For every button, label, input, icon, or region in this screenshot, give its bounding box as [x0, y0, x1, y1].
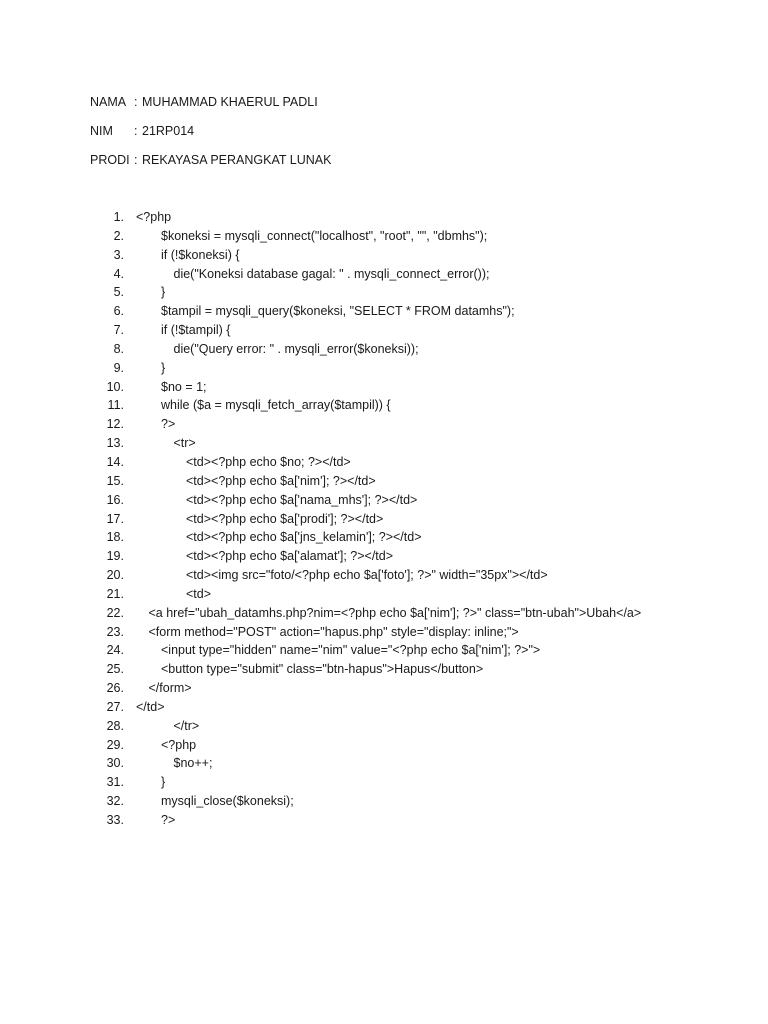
code-text: <td><?php echo $a['jns_kelamin']; ?></td>	[186, 530, 422, 545]
line-number: 30.	[106, 756, 124, 771]
code-line	[0, 586, 768, 605]
code-line	[0, 416, 768, 435]
line-number: 24.	[106, 643, 124, 658]
code-text: $no = 1;	[161, 379, 207, 394]
code-text: mysqli_close($koneksi);	[161, 794, 294, 809]
line-number: 26.	[106, 681, 124, 696]
code-text: </td>	[136, 699, 165, 714]
line-number: 2.	[113, 228, 124, 243]
line-number: 23.	[106, 624, 124, 639]
code-line	[0, 454, 768, 473]
line-number: 29.	[106, 737, 124, 752]
code-text: $no++;	[173, 756, 213, 771]
line-number: 8.	[113, 341, 124, 356]
code-text: <?php	[136, 210, 172, 224]
code-line	[0, 737, 768, 756]
code-text: <td><?php echo $a['nim']; ?></td>	[186, 473, 376, 488]
code-text: $tampil = mysqli_query($koneksi, "SELECT * FROM datamhs");	[161, 304, 515, 319]
code-text: <td><?php echo $no; ?></td>	[186, 454, 351, 469]
line-number: 31.	[106, 775, 124, 790]
code-text: <a href="ubah_datamhs.php?nim=<?php echo $a['nim']; ?>" class="btn-ubah">Ubah</a>	[148, 605, 642, 620]
code-text: }	[161, 285, 166, 300]
line-number: 3.	[113, 247, 124, 262]
line-number: 14.	[106, 454, 124, 469]
code-text: if (!$koneksi) {	[161, 247, 240, 262]
code-text: <td>	[186, 586, 212, 601]
line-number: 32.	[106, 794, 124, 809]
line-number: 7.	[113, 323, 124, 338]
code-line	[0, 567, 768, 586]
code-line	[0, 511, 768, 530]
info-separator: :	[134, 95, 138, 109]
info-label: NIM	[90, 124, 113, 138]
code-line	[0, 605, 768, 624]
code-line	[0, 303, 768, 322]
line-number: 9.	[113, 360, 124, 375]
code-line	[0, 209, 768, 228]
info-value: MUHAMMAD KHAERUL PADLI	[142, 95, 318, 109]
info-value: 21RP014	[142, 124, 195, 138]
student-info	[90, 94, 331, 181]
line-number: 25.	[106, 662, 124, 677]
code-line	[0, 529, 768, 548]
code-text: while ($a = mysqli_fetch_array($tampil)) {	[161, 398, 391, 413]
code-line	[0, 397, 768, 416]
line-number: 10.	[106, 379, 124, 394]
code-text: <td><?php echo $a['nama_mhs']; ?></td>	[186, 492, 418, 507]
code-line	[0, 774, 768, 793]
info-row-nim	[90, 123, 331, 152]
line-number: 15.	[106, 473, 124, 488]
code-text: <form method="POST" action="hapus.php" style="display: inline;">	[148, 624, 519, 639]
code-line	[0, 360, 768, 379]
code-line	[0, 548, 768, 567]
code-text: <tr>	[173, 436, 196, 451]
code-line	[0, 642, 768, 661]
line-number: 11.	[107, 398, 124, 413]
line-number: 5.	[113, 285, 124, 300]
code-text: ?>	[161, 417, 176, 432]
code-line	[0, 228, 768, 247]
line-number: 22.	[106, 605, 124, 620]
line-number: 20.	[106, 568, 124, 583]
code-line	[0, 322, 768, 341]
line-number: 18.	[106, 530, 124, 545]
code-line	[0, 266, 768, 285]
code-text: }	[161, 775, 166, 790]
code-text: <td><?php echo $a['prodi']; ?></td>	[186, 511, 384, 526]
code-text: </tr>	[173, 718, 200, 733]
line-number: 17.	[106, 511, 124, 526]
code-line	[0, 341, 768, 360]
code-line	[0, 284, 768, 303]
code-text: die("Query error: " . mysqli_error($koneksi));	[173, 341, 419, 356]
info-separator: :	[134, 153, 138, 167]
info-row-nama	[90, 94, 331, 123]
code-listing	[0, 209, 768, 831]
line-number: 33.	[106, 813, 124, 827]
code-text: <input type="hidden" name="nim" value="<?php echo $a['nim']; ?>">	[161, 643, 541, 658]
code-line	[0, 718, 768, 737]
code-text: if (!$tampil) {	[161, 323, 231, 338]
code-text: ?>	[161, 813, 176, 827]
code-text: <td><img src="foto/<?php echo $a['foto']; ?>" width="35px"></td>	[186, 568, 548, 583]
code-line	[0, 247, 768, 266]
line-number: 16.	[106, 492, 124, 507]
code-text: <td><?php echo $a['alamat']; ?></td>	[186, 549, 394, 564]
line-number: 27.	[106, 699, 124, 714]
info-row-prodi	[90, 152, 331, 181]
code-text: <?php	[161, 737, 197, 752]
code-text: </form>	[148, 681, 192, 696]
line-number: 4.	[113, 266, 124, 281]
line-number: 1.	[113, 210, 124, 224]
info-separator: :	[134, 124, 138, 138]
code-line	[0, 473, 768, 492]
code-line	[0, 699, 768, 718]
line-number: 21.	[106, 586, 124, 601]
code-line	[0, 379, 768, 398]
info-label: NAMA	[90, 95, 127, 109]
code-line	[0, 793, 768, 812]
code-line	[0, 435, 768, 454]
line-number: 12.	[106, 417, 124, 432]
code-text: $koneksi = mysqli_connect("localhost", "root", "", "dbmhs");	[161, 228, 488, 243]
code-line	[0, 680, 768, 699]
info-value: REKAYASA PERANGKAT LUNAK	[142, 153, 332, 167]
code-text: <button type="submit" class="btn-hapus">Hapus</button>	[161, 662, 484, 677]
code-text: die("Koneksi database gagal: " . mysqli_connect_error());	[173, 266, 490, 281]
code-line	[0, 492, 768, 511]
line-number: 19.	[106, 549, 124, 564]
code-line	[0, 624, 768, 643]
code-line	[0, 755, 768, 774]
line-number: 13.	[106, 436, 124, 451]
line-number: 6.	[113, 304, 124, 319]
code-line	[0, 661, 768, 680]
code-line	[0, 812, 768, 831]
line-number: 28.	[106, 718, 124, 733]
code-text: }	[161, 360, 166, 375]
info-label: PRODI	[90, 153, 130, 167]
